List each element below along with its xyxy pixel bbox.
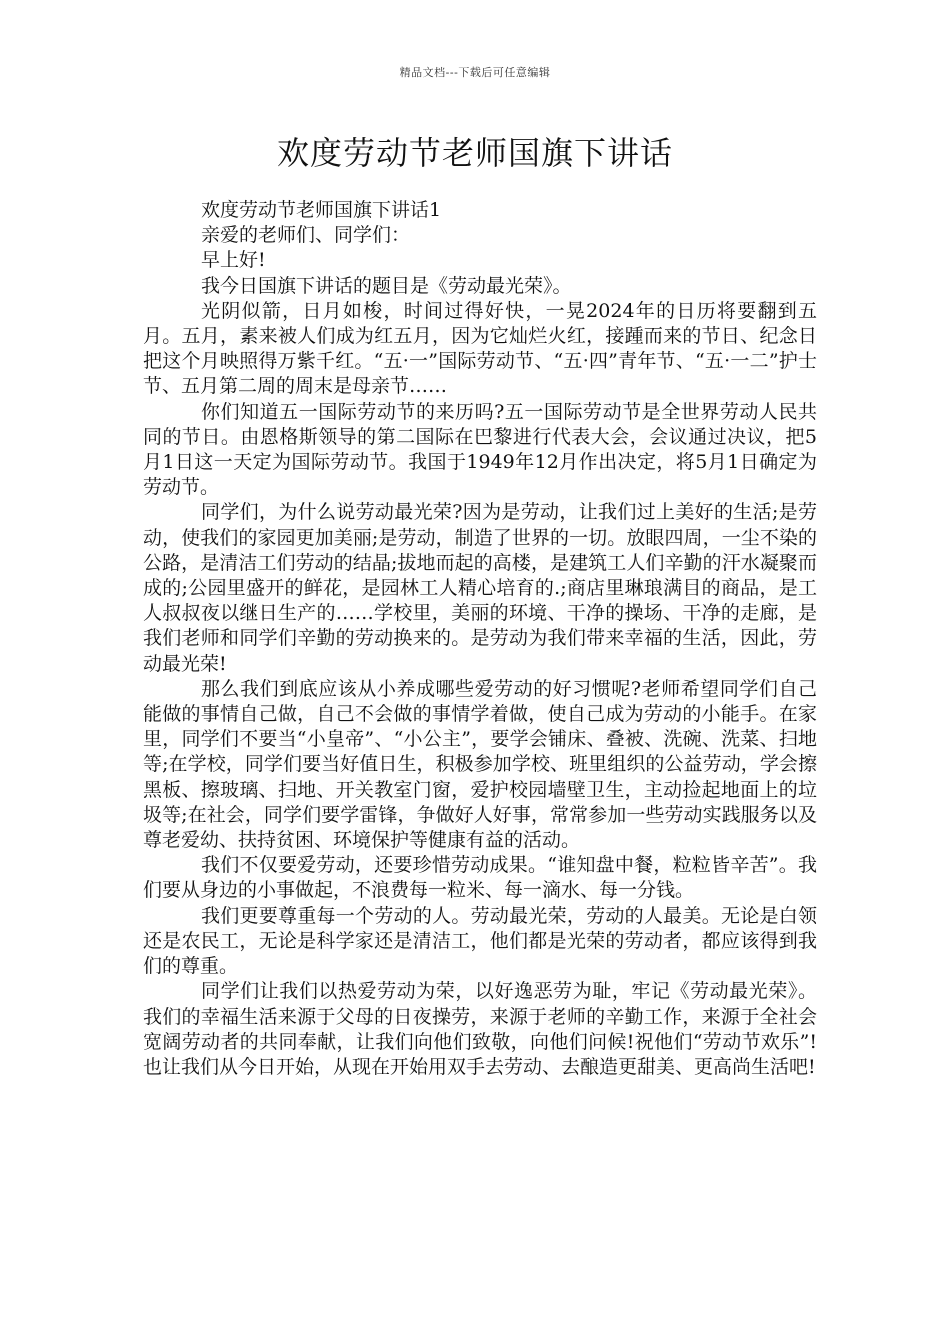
greeting-line: 亲爱的老师们、同学们： bbox=[201, 224, 411, 247]
body-paragraph: 同学们让我们以热爱劳动为荣，以好逸恶劳为耻，牢记《劳动最光荣》。我们的幸福生活来源于父母的日夜操劳，来源于老师的辛勤工作，来源于全社会宽阔劳动者的共同奉献，让我们向他们致敬，向他们问候!祝他们“劳动节欢乐”!也让我们从今日开始，从现在开始用双手去劳动、去酿造更甜美、更高尚生活吧! bbox=[143, 980, 817, 1078]
morning-greeting-line: 早上好! bbox=[201, 249, 266, 272]
topic-line: 我今日国旗下讲话的题目是《劳动最光荣》。 bbox=[201, 274, 572, 297]
body-paragraph: 你们知道五一国际劳动节的来历吗?五一国际劳动节是全世界劳动人民共同的节日。由恩格斯领导的第二国际在巴黎进行代表大会，会议通过决议，把5月1日这一天定为国际劳动节。我国于1949年12月作出决定，将5月1日确定为劳动节。 bbox=[143, 400, 817, 499]
body-paragraph: 同学们，为什么说劳动最光荣?因为是劳动，让我们过上美好的生活;是劳动，使我们的家园更加美丽;是劳动，制造了世界的一切。放眼四周，一尘不染的公路，是清洁工们劳动的结晶;拔地而起的高楼，是建筑工人们辛勤的汗水凝聚而成的;公园里盛开的鲜花，是园林工人精心培育的.;商店里琳琅满目的商品，是工人叔叔夜以继日生产的……学校里，美丽的环境、干净的操场、干净的走廊，是我们老师和同学们辛勤的劳动换来的。是劳动为我们带来幸福的生活，因此，劳动最光荣! bbox=[143, 501, 817, 675]
body-paragraph: 我们更要尊重每一个劳动的人。劳动最光荣，劳动的人最美。无论是白领还是农民工，无论是科学家还是清洁工，他们都是光荣的劳动者，都应该得到我们的尊重。 bbox=[143, 904, 817, 978]
body-paragraph: 我们不仅要爱劳动，还要珍惜劳动成果。“谁知盘中餐，粒粒皆辛苦”。我们要从身边的小事做起，不浪费每一粒米、每一滴水、每一分钱。 bbox=[143, 854, 817, 902]
document-header-note: 精品文档---下载后可任意编辑 bbox=[399, 66, 551, 79]
body-paragraph: 光阴似箭，日月如梭，时间过得好快，一晃2024年的日历将要翻到五月。五月，素来被人们成为红五月，因为它灿烂火红，接踵而来的节日、纪念日把这个月映照得万紫千红。“五·一”国际劳动节、“五·四”青年节、“五·一二”护士节、五月第二周的周末是母亲节…… bbox=[143, 299, 817, 398]
document-title: 欢度劳动节老师国旗下讲话 bbox=[276, 134, 673, 172]
document-body bbox=[143, 198, 817, 1080]
body-paragraph: 那么我们到底应该从小养成哪些爱劳动的好习惯呢?老师希望同学们自己能做的事情自己做，自己不会做的事情学着做，使自己成为劳动的小能手。在家里，同学们不要当“小皇帝”、“小公主”，要学会铺床、叠被、洗碗、洗菜、扫地等;在学校，同学们要当好值日生，积极参加学校、班里组织的公益劳动，学会擦黑板、擦玻璃、扫地、开关教室门窗，爱护校园墙壁卫生，主动捡起地面上的垃圾等;在社会，同学们要学雷锋，争做好人好事，常常参加一些劳动实践服务以及尊老爱幼、扶持贫困、环境保护等健康有益的活动。 bbox=[143, 677, 817, 852]
speech-heading-line: 欢度劳动节老师国旗下讲话1 bbox=[201, 199, 442, 221]
